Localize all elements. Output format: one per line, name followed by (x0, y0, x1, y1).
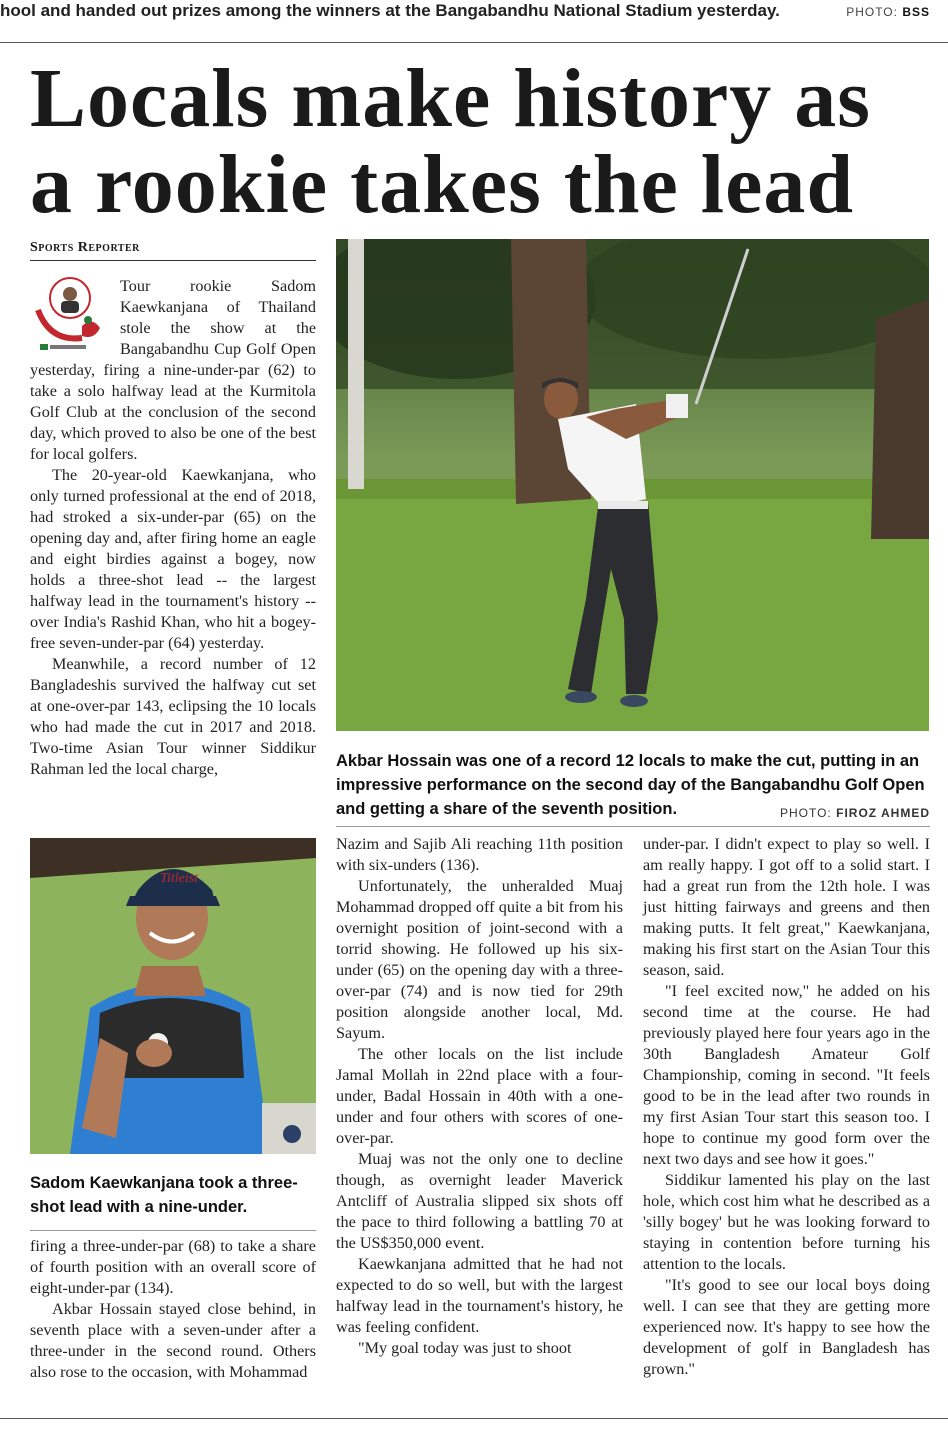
main-photo-caption (336, 749, 930, 825)
main-photo-golfer-swing (336, 239, 929, 731)
paragraph: The other locals on the list include Jamal Mollah in 22nd place with a four-under, Badal Hossain in 40th with a one-under and four others with scores of one-over-par. (336, 1045, 623, 1147)
paragraph: Nazim and Sajib Ali reaching 11th position with six-unders (136). (336, 835, 623, 874)
paragraph: Tour rookie Sadom Kaewkanjana of Thailand stole the show at the Bangabandhu Cup Golf Open yesterday, firing a nine-under-par (62) to take a solo halfway lead at the Kurmitola Golf Club at the conclusion of the second day, which proved to also be one of the best for local golfers. (30, 277, 316, 463)
paragraph: Akbar Hossain stayed close behind, in seventh place with a seven-under after a three-under in the second round. Others also rose to the occasion, with Mohammad (30, 1300, 316, 1381)
paragraph: The 20-year-old Kaewkanjana, who only turned professional at the end of 2018, had stroked a six-under-par (65) on the opening day and, after firing home an eagle and eight birdies against a bogey, now holds a three-shot lead -- the largest halfway lead in the tournament's history -- over India's Rashid Khan, who hit a bogey-free seven-under-par (64) yesterday. (30, 466, 316, 652)
byline: Sports Reporter (30, 240, 316, 261)
article-column-3 (643, 834, 930, 1380)
bottom-rule (0, 1418, 948, 1419)
credit-label: PHOTO: (779, 806, 837, 820)
paragraph: Muaj was not the only one to decline though, as overnight leader Maverick Antcliff of Australia slipped six shots off the pace to third following a battling 70 at the US$350,000 event. (336, 1150, 623, 1252)
previous-photo-caption: hool and handed out prizes among the winners at the Bangabandhu National Stadium yesterday. (0, 1, 780, 20)
tournament-logo (30, 276, 110, 358)
paragraph: Meanwhile, a record number of 12 Bangladeshis survived the halfway cut set at one-over-par 143, eclipsing the 10 locals who had made the cut in 2017 and 2018. Two-time Asian Tour winner Siddikur Rahman led the local charge, (30, 655, 316, 778)
golfer-swing-image (336, 239, 929, 731)
main-caption-text: Akbar Hossain was one of a record 12 locals to make the cut, putting in an impressive performance on the second day of the Bangabandhu Golf Open and getting a share of the seventh position. (336, 752, 925, 818)
cap-brand-text: Titleist (160, 871, 199, 886)
caption-rule (336, 826, 930, 827)
paragraph: under-par. I didn't expect to play so well. I am really happy. I got off to a solid start. I had a great run from the 12th hole. I was just hitting fairways and greens and then making putts. It felt great," Kaewkanjana, making his first start on the Asian Tour this season, said. (643, 835, 930, 979)
paragraph: "I feel excited now," he added on his second time at the course. He had previously played here four years ago in the 30th Bangladesh Amateur Golf Championship, coming in second. "It feels good to be in the lead after two rounds in my first Asian Tour start this season too. I hope to continue my good form over the next two days and see how it goes." (643, 982, 930, 1168)
photo-source: BSS (902, 5, 930, 19)
headline-line-2: a rookie takes the lead (30, 138, 855, 231)
paragraph: Unfortunately, the unheralded Muaj Mohammad dropped off quite a bit from his overnight position of joint-second with a torrid showing. He followed up his six-under (65) on the opening day with a three-over-par (74) and is now tied for 29th position alongside another local, Md. Sayum. (336, 877, 623, 1042)
article-column-1-bottom (30, 1236, 316, 1383)
paragraph: "My goal today was just to shoot (358, 1339, 572, 1357)
paragraph: firing a three-under-par (68) to take a share of fourth position with an overall score of eight-under-par (134). (30, 1237, 316, 1297)
credit-name: FIROZ AHMED (836, 806, 930, 820)
main-photo-credit (780, 801, 930, 825)
tournament-logo-graphic (30, 276, 110, 358)
side-photo-golfer-portrait (30, 838, 316, 1154)
paragraph: Kaewkanjana admitted that he had not expected to do so well, but with the largest halfway lead in the tournament's history, he was feeling confident. (336, 1255, 623, 1336)
golfer-portrait-image (30, 838, 316, 1154)
paragraph: "It's good to see our local boys doing well. I can see that they are getting more experienced now. It's happy to see how the development of golf in Bangladesh has grown." (643, 1276, 930, 1378)
paragraph: Siddikur lamented his play on the last hole, which cost him what he described as a 'silly bogey' but he was looking forward to staying in contention before turning his attention to the locals. (643, 1171, 930, 1273)
headline-line-1: Locals make history as (30, 52, 871, 145)
photo-label: PHOTO: (846, 5, 903, 19)
headline (30, 52, 930, 231)
side-photo-caption: Sadom Kaewkanjana took a three-shot lead with a nine-under. (30, 1174, 298, 1216)
article-column-1-top (30, 276, 316, 780)
caption-rule (30, 1230, 316, 1231)
top-strip (0, 0, 948, 43)
photo-credit-top (846, 5, 930, 19)
article-column-2 (336, 834, 623, 1359)
